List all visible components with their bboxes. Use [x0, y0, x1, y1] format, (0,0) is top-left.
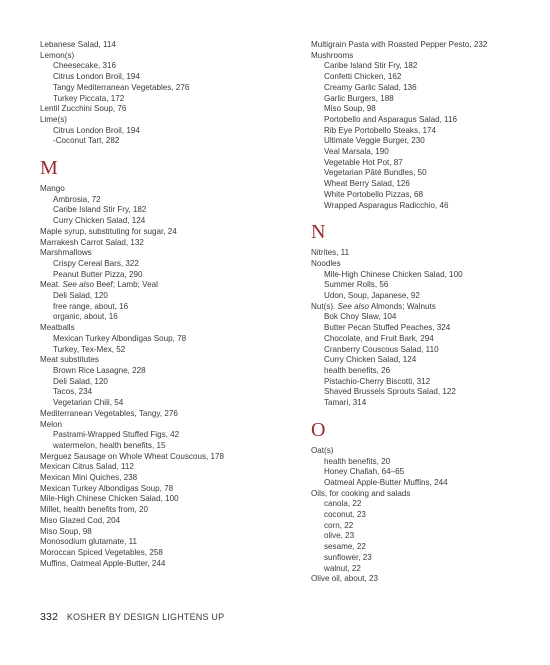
index-entry: Oils, for cooking and salads — [311, 488, 411, 498]
index-subentry: Bok Choy Slaw, 104 — [324, 312, 397, 322]
index-entry: Melon — [40, 419, 63, 429]
index-subentry: White Portobello Pizzas, 68 — [324, 189, 423, 199]
index-entry: Moroccan Spiced Vegetables, 258 — [40, 547, 163, 557]
index-subentry: health benefits, 26 — [324, 365, 391, 375]
index-entry: Miso Soup, 98 — [40, 526, 92, 536]
index-subentry: -Coconut Tart, 282 — [53, 136, 120, 146]
index-subentry: Pistachio-Cherry Biscotti, 312 — [324, 376, 431, 386]
see-also-targets: Almonds; Walnuts — [370, 301, 436, 311]
see-also-label: See also — [337, 301, 370, 311]
index-subentry: Ultimate Veggie Burger, 230 — [324, 136, 425, 146]
index-subentry: Citrus London Broil, 194 — [53, 72, 140, 82]
index-entry — [311, 302, 536, 313]
entry-term: Nut(s). — [311, 301, 336, 311]
index-subentry: Vegetable Hot Pot, 87 — [324, 157, 403, 167]
index-subentry: Curry Chicken Salad, 124 — [53, 216, 146, 226]
index-entry: Muffins, Oatmeal Apple-Butter, 244 — [40, 558, 166, 568]
index-entry: Mexican Mini Quiches, 238 — [40, 473, 138, 483]
index-entry: Miso Glazed Cod, 204 — [40, 515, 121, 525]
index-subentry: Wheat Berry Salad, 126 — [324, 179, 410, 189]
section-letter-o: O — [311, 418, 326, 441]
index-entry: Lentil Zucchini Soup, 76 — [40, 104, 127, 114]
index-subentry: Udon, Soup, Japanese, 92 — [324, 291, 420, 301]
index-subentry: Curry Chicken Salad, 124 — [324, 355, 417, 365]
index-subentry: corn, 22 — [324, 520, 354, 530]
index-subentry: Mile-High Chinese Chicken Salad, 100 — [324, 269, 463, 279]
index-entry: Mushrooms — [311, 50, 354, 60]
index-subentry: olive, 23 — [324, 531, 355, 541]
index-subentry: Brown Rice Lasagne, 228 — [53, 365, 146, 375]
index-subentry: Deli Salad, 120 — [53, 291, 108, 301]
index-subentry: Wrapped Asparagus Radicchio, 46 — [324, 200, 449, 210]
index-subentry: Rib Eye Portobello Steaks, 174 — [324, 125, 437, 135]
index-subentry: Veal Marsala, 190 — [324, 147, 389, 157]
index-entry — [40, 280, 285, 291]
index-entry: Mile-High Chinese Chicken Salad, 100 — [40, 494, 179, 504]
index-subentry: Caribe Island Stir Fry, 182 — [324, 61, 418, 71]
index-subentry: Ambrosia, 72 — [53, 194, 101, 204]
index-entry: Multigrain Pasta with Roasted Pepper Pesto, 232 — [311, 40, 488, 49]
index-subentry: Caribe Island Stir Fry, 182 — [53, 205, 147, 215]
index-column-right — [311, 40, 536, 585]
index-subentry: Vegetarian Pâté Bundles, 50 — [324, 168, 427, 178]
book-title: KOSHER BY DESIGN LIGHTENS UP — [66, 612, 225, 622]
section-letter-m: M — [40, 157, 58, 180]
index-subentry: free range, about, 16 — [53, 301, 129, 311]
see-also-label: See also — [62, 280, 94, 290]
index-subentry: Crispy Cereal Bars, 322 — [53, 258, 139, 268]
index-subentry: Honey Challah, 64–65 — [324, 467, 405, 477]
index-entry: Mediterranean Vegetables, Tangy, 276 — [40, 408, 178, 418]
index-entry: Olive oil, about, 23 — [311, 574, 379, 584]
index-entry: Millet, health benefits from, 20 — [40, 505, 148, 515]
index-entry: Marrakesh Carrot Salad, 132 — [40, 237, 144, 247]
index-subentry: walnut, 22 — [324, 563, 361, 573]
index-entry: Oat(s) — [311, 445, 334, 455]
index-subentry: Peanut Butter Pizza, 290 — [53, 269, 143, 279]
index-subentry: Turkey, Tex-Mex, 52 — [53, 344, 126, 354]
index-subentry: Shaved Brussels Sprouts Salad, 122 — [324, 387, 456, 397]
index-entry: Monosodium glutamate, 11 — [40, 537, 138, 547]
page-number: 332 — [40, 611, 59, 623]
index-subentry: organic, about, 16 — [53, 312, 118, 322]
index-subentry: Chocolate, and Fruit Bark, 294 — [324, 333, 434, 343]
index-subentry: Cheesecake, 316 — [53, 61, 116, 71]
index-entry: Marshmallows — [40, 248, 92, 258]
index-subentry: Citrus London Broil, 194 — [53, 125, 140, 135]
index-subentry: Butter Pecan Stuffed Peaches, 324 — [324, 323, 451, 333]
see-also-targets: Beef; Lamb; Veal — [96, 280, 158, 290]
index-subentry: Portobello and Asparagus Salad, 116 — [324, 114, 458, 124]
index-subentry: health benefits, 20 — [324, 456, 391, 466]
index-subentry: sesame, 22 — [324, 542, 366, 552]
index-subentry: Deli Salad, 120 — [53, 376, 108, 386]
index-subentry: Summer Rolls, 56 — [324, 280, 389, 290]
index-subentry: Mexican Turkey Albondigas Soup, 78 — [53, 333, 187, 343]
index-entry: Meatballs — [40, 323, 75, 333]
page-footer — [40, 611, 224, 623]
index-entry: Nitrites, 11 — [311, 248, 350, 258]
index-entry: Mango — [40, 184, 65, 194]
index-subentry: Turkey Piccata, 172 — [53, 93, 125, 103]
index-entry: Merguez Sausage on Whole Wheat Couscous, 178 — [40, 451, 225, 461]
index-subentry: Vegetarian Chili, 54 — [53, 398, 124, 408]
section-letter-n: N — [311, 221, 326, 244]
index-entry: Meat substitutes — [40, 355, 99, 365]
index-subentry: watermelon, health benefits, 15 — [53, 440, 166, 450]
index-subentry: Oatmeal Apple-Butter Muffins, 244 — [324, 477, 448, 487]
index-subentry: Tacos, 234 — [53, 387, 93, 397]
index-subentry: canola, 22 — [324, 499, 362, 509]
index-entry: Lime(s) — [40, 114, 67, 124]
index-entry: Maple syrup, substituting for sugar, 24 — [40, 226, 177, 236]
entry-term: Meat. — [40, 280, 61, 290]
index-entry: Lemon(s) — [40, 50, 75, 60]
index-subentry: Tamari, 314 — [324, 398, 367, 408]
index-subentry: Cranberry Couscous Salad, 110 — [324, 344, 439, 354]
index-column-left — [40, 40, 285, 569]
index-subentry: Confetti Chicken, 162 — [324, 72, 402, 82]
index-entry: Mexican Turkey Albondigas Soup, 78 — [40, 483, 174, 493]
index-entry: Noodles — [311, 258, 341, 268]
index-subentry: Pastrami-Wrapped Stuffed Figs, 42 — [53, 430, 180, 440]
index-subentry: sunflower, 23 — [324, 552, 372, 562]
index-subentry: Garlic Burgers, 188 — [324, 93, 394, 103]
index-subentry: Creamy Garlic Salad, 136 — [324, 82, 417, 92]
index-subentry: Tangy Mediterranean Vegetables, 276 — [53, 82, 190, 92]
index-subentry: Miso Soup, 98 — [324, 104, 376, 114]
index-subentry: coconut, 23 — [324, 510, 366, 520]
index-entry: Mexican Citrus Salad, 112 — [40, 462, 134, 472]
index-entry: Lebanese Salad, 114 — [40, 40, 116, 49]
